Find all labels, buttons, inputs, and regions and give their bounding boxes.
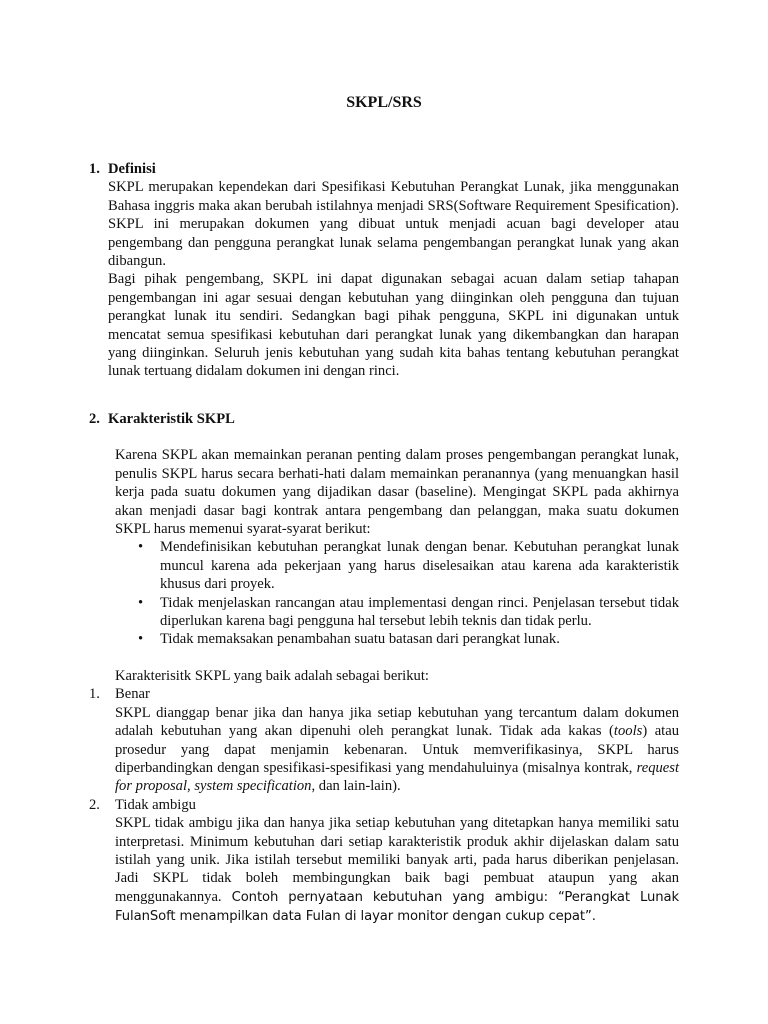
item-label: Benar <box>115 686 150 703</box>
document-title: SKPL/SRS <box>346 94 422 111</box>
item-label: Tidak ambigu <box>115 796 196 813</box>
requirements-bullet-list <box>115 538 679 648</box>
item-description: SKPL dianggap benar jika dan hanya jika setiap kebutuhan yang tercantum dalam dokumen adalah kebutuhan yang akan dipenuhi oleh perangkat lunak. Tidak ada kakas (tools) atau prosedur yang dapat menjamin kebenaran. Untuk memverifikasinya, SKPL harus diperbandingkan dengan spesifikasi-spesifikasi yang mendahuluinya (misalnya kontrak, request for proposal, system specification, dan lain-lain). <box>115 704 679 795</box>
characteristics-list <box>89 685 679 926</box>
section-body <box>108 178 679 380</box>
section-body <box>89 446 679 926</box>
item-number: 1. <box>89 686 100 703</box>
section-heading <box>89 160 679 178</box>
bullet-item: • Tidak menjelaskan rancangan atau implementasi dengan rinci. Penjelasan tersebut tidak diperlukan karena bagi pengguna hal tersebut lebih teknis dan tidak perlu. <box>138 594 679 630</box>
intro-paragraph: Karena SKPL akan memainkan peranan penting dalam proses pengembangan perangkat lunak, penulis SKPL harus secara berhati-hati dalam memainkan peranannya (yang menuangkan hasil kerja pada suatu dokumen yang dijadikan dasar (baseline). Mengingat SKPL pada akhirnya akan menjadi dasar bagi kontrak antara pengembang dan pelanggan, maka suatu dokumen SKPL harus memenui syarat-syarat berikut: <box>115 447 679 538</box>
section-heading <box>89 410 679 428</box>
section-number: 2. <box>89 411 100 427</box>
section-title: Definisi <box>108 161 156 177</box>
bullet-icon: • <box>138 594 144 611</box>
section-definisi <box>89 160 679 381</box>
item-number: 2. <box>89 796 100 813</box>
section-number: 1. <box>89 161 100 177</box>
section-title: Karakteristik SKPL <box>108 411 235 427</box>
section-karakteristik <box>89 410 679 927</box>
bullet-item: • Tidak memaksakan penambahan suatu batasan dari perangkat lunak. <box>138 631 560 648</box>
bullet-icon: • <box>138 631 144 648</box>
bullet-item: • Mendefinisikan kebutuhan perangkat lunak dengan benar. Kebutuhan perangkat lunak muncul karena ada pekerjaan yang harus diselesaikan atau karena ada karakteristik khusus dari proyek. <box>138 539 679 593</box>
characteristic-item <box>89 685 679 795</box>
item-description: SKPL tidak ambigu jika dan hanya jika setiap kebutuhan yang ditetapkan hanya memiliki satu interpretasi. Minimum kebutuhan dari setiap karakteristik produk akhir dijelaskan dalam satu istilah yang unik. Jika istilah tersebut memiliki banyak arti, pada harus diberikan penjelasan. Jadi SKPL tidak boleh membingungkan baik bagi pembuat ataupun yang akan menggunakannya. Contoh pernyataan kebutuhan yang ambigu: “Perangkat Lunak FulanSoft menampilkan data Fulan di layar monitor dengan cukup cepat”. <box>115 815 679 925</box>
bullet-icon: • <box>138 539 144 556</box>
paragraph: Bagi pihak pengembang, SKPL ini dapat digunakan sebagai acuan dalam setiap tahapan pengembangan ini agar sesuai dengan kebutuhan yang diinginkan oleh pengguna dan tujuan perangkat lunak itu sendiri. Sedangkan bagi pihak pengguna, SKPL ini digunakan untuk mencatat semua spesifikasi kebutuhan dari perangkat lunak yang dikembangkan dan harapan yang diinginkan. Seluruh jenis kebutuhan yang sudah kita bahas tentang kebutuhan perangkat lunak tertuang didalam dokumen ini dengan rinci. <box>108 271 679 380</box>
paragraph: SKPL merupakan kependekan dari Spesifikasi Kebutuhan Perangkat Lunak, jika menggunakan Bahasa inggris maka akan berubah istilahnya menjadi SRS(Software Requirement Spesification). SKPL ini merupakan dokumen yang dibuat untuk menjadi acuan bagi developer atau pengembang dan pengguna perangkat lunak selama pengembangan perangkat lunak yang akan dibangun. <box>108 179 679 270</box>
list-intro: Karakterisitk SKPL yang baik adalah sebagai berikut: <box>115 667 429 684</box>
characteristic-item <box>89 796 679 927</box>
